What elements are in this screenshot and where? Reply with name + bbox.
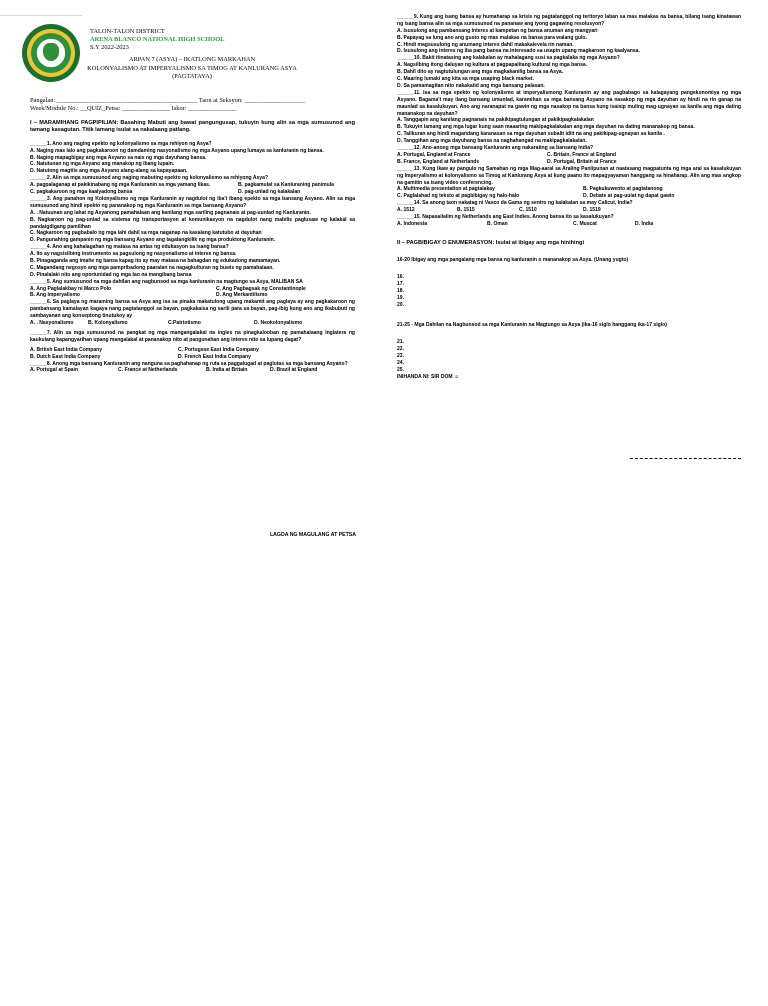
q6-option-a: A. . Nasyonalismo — [30, 320, 74, 327]
prepared-by: INIHANDA NI: SIR DOM ☺ — [397, 373, 460, 380]
q8-options — [30, 367, 355, 374]
answer-19[interactable]: 19. — [397, 294, 405, 301]
q6-option-d: D. Neokolonyalismo — [254, 320, 303, 327]
answer-21[interactable]: 21. — [397, 339, 405, 346]
question-10[interactable]: ______10. Bakit itinatasing ang kalakalan ay mahalagang susi sa pagkalaka ng mga Asyano? — [397, 55, 620, 62]
question-4[interactable]: ______4. Ano ang kahalagahan ng matasa na antas ng edukasyon sa isang bansa? — [30, 244, 229, 251]
q8-option-d: D. Brazil at England — [270, 367, 318, 374]
q14-option-a: A. 1512 — [397, 207, 415, 214]
question-1[interactable]: ______1. Ano ang naging epekto ng kolonyalismo sa mga rehiyon ng Asya? — [30, 140, 212, 147]
q11-option-b: B. Tukuyin lamang ang mga lugar kung saan maaaring makipagkalakalan ang mga dayuhan na dating mananakop ng bansa. — [397, 124, 695, 131]
q3-option-c: C. Nagkaroon ng pagbabalo ng mga lahi dahil sa mga naganap na kasalang katutubo at dayuhan — [30, 230, 262, 237]
answer-22[interactable]: 22. — [397, 346, 405, 353]
section1-instructions: I – MARAMIHANG PAGPIPILIAN: Basahing Mabuti ang bawat pangungusap, tukuyin kung alin sa mga sumusunod ang tamang kasagutan. Titik lamang isulat sa nakalaang patlang. — [30, 120, 355, 134]
q12-option-a: A. Portugal, England at France — [397, 151, 471, 158]
q12-option-b: B. France, England at Netherlands — [397, 158, 480, 165]
q13-option-b: B. Pagkukuwento at pagtatanong — [583, 186, 663, 193]
q10-option-c: C. Maaring lumaki ang kita sa mga usaping black market. — [397, 76, 534, 83]
q3-option-d: D. Pangunahing gampanin ng mga bansang Asyano ang tagatangkilik ng mga produktong Kanluranin. — [30, 237, 276, 244]
question-11[interactable]: ______11. Isa sa mga epekto ng kolonyalismo at imperyalismong Kanluranin ay ang pagbabago sa kalagayang pangekonomiya ng mga Asyano. Bagama't may ilang bansang umunlad, karamihan sa mga bansang Asyano na nasakop ng mga dayuhan ay hindi na rin ganap na maunlad sa kasalukuyan. Ano ang naranapat na gawin ng mga nasakop na bansa kung isaisip muling mag-ugnayan sa kanila ang mga dating mananakop na dayuhan? — [397, 89, 741, 117]
section2-instructions: II – PAGBIBIGAY O ENUMERASYON: Isulat at ibigay ang mga hinihingi — [397, 239, 585, 246]
q10-option-d: D. Sa pamamagitan nito nakakatid ang mga bansang palasan. — [397, 82, 545, 89]
q3-option-b: B. Nagkaroon ng pag-unlad sa sistema ng transportasyon at komunikasyon na nagdulot nang mabilis paglusaw ng kalakal sa pandaigdigang pamilihan — [30, 216, 355, 230]
subject-line: ARPAN 7 (ASYA) – IKATLONG MARKAHAN — [128, 56, 256, 63]
q8-option-a: A. Portugal at Spain — [30, 367, 78, 374]
q14-options — [397, 207, 741, 214]
q6-option-c: C.Patriotismo — [168, 320, 201, 327]
question-15[interactable]: ______15. Napasailalim ng Netherlands ang East Indies. Anong bansa ito sa kasalukuyan? — [397, 213, 614, 220]
q4-option-a: A. Ito ay nagsisilbing instrumento sa pagsulong ng nasyonalismo at interes ng bansa. — [30, 251, 237, 258]
question-6[interactable]: ______6. Sa paglaya ng maraming bansa sa Asya ang isa sa pinaka makatulong upang makamit ang paglaya ay ang pagkakaroon ng pambansang kamalayan kagaya nang pagtatanggol sa bayan, pagkakaisa ng sarili para sa bayan, pag-ibig kung ano ang ikabubuti ng sambayanan ang konseptong tinutukoy ay — [30, 299, 355, 320]
page-corner-rule — [0, 0, 82, 16]
q2-option-a: A. pagpalaganap at pakikinabang ng mga Kanluranin sa mga yamang likas. — [30, 182, 211, 189]
topic-line: KOLONYALISMO AT IMPERYALISMO SA TIMOG AT KANLURANG ASYA — [87, 64, 297, 72]
q14-option-d: D. 1519 — [583, 207, 601, 214]
q9-option-a: A. Isusulong ang pambansang interes at kampetan ng bansa anuman ang mangyari — [397, 27, 598, 34]
q13-options-ab — [397, 186, 741, 193]
q15-option-b: B. Oman — [487, 220, 508, 227]
q2-options-cd — [30, 189, 355, 196]
school-name: ARENA BLANCO NATIONAL HIGH SCHOOL — [90, 36, 225, 43]
question-3[interactable]: ______3. Ang panahon ng Kolonyalismo ng mga Kanluranin ay nagdulot ng iba't ibang epekto sa mga bansang Asyano. Alin sa mga sumusunod ang hindi epekto ng pananakop ng mga Kanluranin sa mga bansang Asyano? — [30, 195, 355, 209]
q15-options — [397, 221, 741, 228]
question-8[interactable]: ______8. Anong mga bansang Kanluranin ang nanguna sa paghahanap ng ruta sa paggalugad at paglutas sa mga bansang Asyano? — [30, 360, 348, 367]
q13-option-c: C. Paglalahad ng teksto at pagbibigay ng halo-halo — [397, 193, 520, 200]
q14-option-b: B. 1515 — [457, 207, 475, 214]
q7-option-b: B. Dutch East India Company — [30, 353, 101, 360]
answer-25[interactable]: 25. — [397, 366, 405, 373]
question-13[interactable]: ______13. Kung ikaw ay pangulo ng Samahan ng mga Mag-aaral sa Araling Panlipunan at naatasang magpatunta ng mga aral sa kasalukuyan ng Imperyalismo at kolonyalismo sa Timog at Kanlurang Asya at kung paano ito mapagyayaman hanggang sa hinaharap. Alin ang mas angkop na gamitin sa isang video conferencing. — [397, 165, 741, 186]
q13-option-a: A. Multimedia presentation at pagtalakay — [397, 186, 495, 193]
q2-options-ab — [30, 182, 355, 189]
q12-option-d: D. Portugal, Britain at France — [547, 158, 617, 165]
school-year: S.Y 2022-2023 — [90, 44, 129, 51]
q5-option-a: A. Ang Paglalakbay ni Marco Polo — [30, 285, 112, 292]
type-line: (PAGTATAYA) — [172, 73, 212, 81]
q15-option-a: A. Indonesia — [397, 220, 428, 227]
q14-option-c: C. 1510 — [519, 207, 537, 214]
q5-options-ac — [30, 286, 355, 293]
q5-option-b: B. Ang Imperyalismo — [30, 292, 81, 299]
q2-option-d: D. pag-unlad ng kalakalan — [238, 189, 301, 196]
q9-option-b: B. Papayag sa lung ano ang gusto ng mas malakas na bansa para walang gulo. — [397, 34, 587, 41]
answer-17[interactable]: 17. — [397, 280, 405, 287]
question-9[interactable]: ______9. Kung ang isang bansa ay humaharap sa krisis ng pagtatanggol ng teritoryo laban sa mas malakas na bansa, bilang isang kinatawan ng isang bansa alin sa mga sumusunod na pananaw ang iyong gagawing resolusyon? — [397, 14, 741, 27]
question-7[interactable]: ______7. Alin sa mga sumusunod na pangkat ng mga mangangalakal na ingles na pinagkalooban ng pamahalaang Inglatera ng kaukulang kapangyarihan upang mangalakal at pananakop nito at pangunahan ang interes nito sa lupang dagat? — [30, 329, 355, 343]
q8-option-b: B. India at Britain — [206, 367, 248, 374]
q11-option-d: D. Tanggihan ang mga dayuhang bansa na naghahangad na makipagkalakalan. — [397, 138, 587, 145]
q7-option-d: D. French East India Company — [178, 353, 251, 360]
answer-20[interactable]: 20. — [397, 301, 405, 308]
q15-option-c: C. Muscat — [573, 220, 597, 227]
signature-line — [630, 458, 741, 459]
q11-option-c: C. Talikuran ang hindi magandang karanasan sa mga dayuhan subalit idiit na ang pakikipag-ugnayan sa kanila . — [397, 131, 665, 138]
q2-option-b: B. pagkamulat sa Kanluraning panimula — [238, 182, 334, 189]
q5-option-c: C. Ang Pagbagsak ng Constantinople — [216, 285, 306, 292]
answer-24[interactable]: 24. — [397, 360, 405, 367]
q7-option-a: A. British East India Company — [30, 346, 103, 353]
district-name: TALON-TALON DISTRICT — [90, 28, 165, 35]
quiz-title — [0, 56, 384, 82]
q1-option-d: D. Natutong magtiis ang mga Asyano alang-alang sa kapayapaan. — [30, 168, 188, 175]
q13-options-cd — [397, 193, 741, 200]
right-column — [397, 14, 741, 381]
question-14[interactable]: ______14. Sa anong taon nakatag ni Vasco da Gama ng sentro ng kalakalan sa may Calicut, India? — [397, 200, 633, 207]
q7-options-bd — [30, 354, 355, 361]
enumeration-2-prompt: 21-25 - Mga Dahilan na Nagbunsod sa mga Kanluranin na Magtungo sa Asya (ika-16 siglo hanggang ika-17 siglo) — [397, 322, 667, 329]
q11-option-a: A. Tanggapin ang kanilang pagnanais na pakikipagtulungan at pakikipagkalakalan — [397, 117, 594, 124]
q9-option-d: D. Isusulong ang interes ng iba pang bansa na interesado sa usapin upang magkaroon ng kaalyansa. — [397, 48, 640, 55]
question-2[interactable]: ______2. Alin sa mga sumusunod ang naging mabuting epekto ng kolonyalismo sa rehiyong Asya? — [30, 175, 269, 182]
q15-option-d: D. India — [635, 220, 654, 227]
answer-23[interactable]: 23. — [397, 353, 405, 360]
q12-option-c: C. Britain, France at England — [547, 151, 616, 158]
q10-option-b: B. Dahil dito ay nagtutulungan ang mga magkakanilig bansa sa Asya. — [397, 69, 564, 76]
question-12[interactable]: ______12. Ano-anong mga bansang Kanluranin ang nakarating sa bansang India? — [397, 145, 594, 152]
q6-options — [30, 320, 355, 327]
q12-options-bd — [397, 159, 741, 166]
q5-option-d: D. Ang Merkantilismo — [216, 292, 268, 299]
q10-option-a: A. Nagsilbing itong daluyan ng kultura at pagpapalitang kultural ng mga bansa. — [397, 62, 588, 69]
left-column — [30, 120, 355, 374]
q3-option-a: A. . Natuunan ang lahat ng Asyanong pamahalaan ang kanilang mga sariling pagnanais at pag-uunlad ng Kanluranin. — [30, 209, 311, 216]
week-field-row[interactable]: Week/Module No.: __QUIZ_Petsa: _______________ Iskor: _______________ — [30, 105, 237, 112]
enumeration-1-prompt: 16-20 Ibigay ang mga pangalang mga bansa ng kanluranin o mananakop sa Asya. (Unang yugto) — [397, 257, 629, 264]
q4-option-b: B. Pinagaganda ang imahe ng bansa kapag ito ay may matasa na bahagdan ng edukadong mamamayan. — [30, 258, 281, 265]
question-5[interactable]: ______5. Ang sumusunod na mga dahilan ang nagbunsod sa mga kanluranin na magtungo sa Asya, MALIBAN SA — [30, 278, 303, 285]
q7-options-ac — [30, 347, 355, 354]
q2-option-c: C. pagkakaroon ng mga kaalyadong bansa — [30, 189, 133, 196]
answer-16[interactable]: 16. — [397, 274, 405, 281]
parent-signature-label: LAGDA NG MAGULANG AT PETSA — [270, 532, 356, 538]
q12-options-ac — [397, 152, 741, 159]
q8-option-c: C. France at Netherlands — [118, 367, 178, 374]
q6-option-b: B. Kolonyalismo — [88, 320, 128, 327]
q5-options-bd — [30, 292, 355, 299]
answer-18[interactable]: 18. — [397, 287, 405, 294]
q1-option-a: A. Naging mas lalo ang pagkakaroon ng damdaming nasyonalismo ng mga Asyano upang lumaya sa kanluranin ng bansa. — [30, 147, 324, 154]
q4-option-c: C. Magandang negosyo ang mga pampribadong paaralan na nagagkulturan ng buwis ng pamahalaan. — [30, 264, 274, 271]
q9-option-c: C. Hindi magsusulong ng anumang interes dahil makakalevela rin naman. — [397, 41, 574, 48]
name-field-row[interactable]: Pangalan: ____________________________________________ Taon at Seksyon: ___________________ — [30, 97, 306, 104]
q7-option-c: C. Portugese East India Company — [178, 346, 259, 353]
q13-option-d: D. Debate at pag-uulat ng dapat gawin — [583, 193, 675, 200]
q1-option-c: C. Natutunan ng mga Asyano ang manakop ng ibang lupain. — [30, 161, 175, 168]
q1-option-b: B. Naging mapagbigay ang mga Asyano sa nais ng mga dayuhang bansa. — [30, 154, 207, 161]
q4-option-d: D. Pinalalaki nito ang oportunidad ng mga tao na mangibang bansa — [30, 271, 192, 278]
